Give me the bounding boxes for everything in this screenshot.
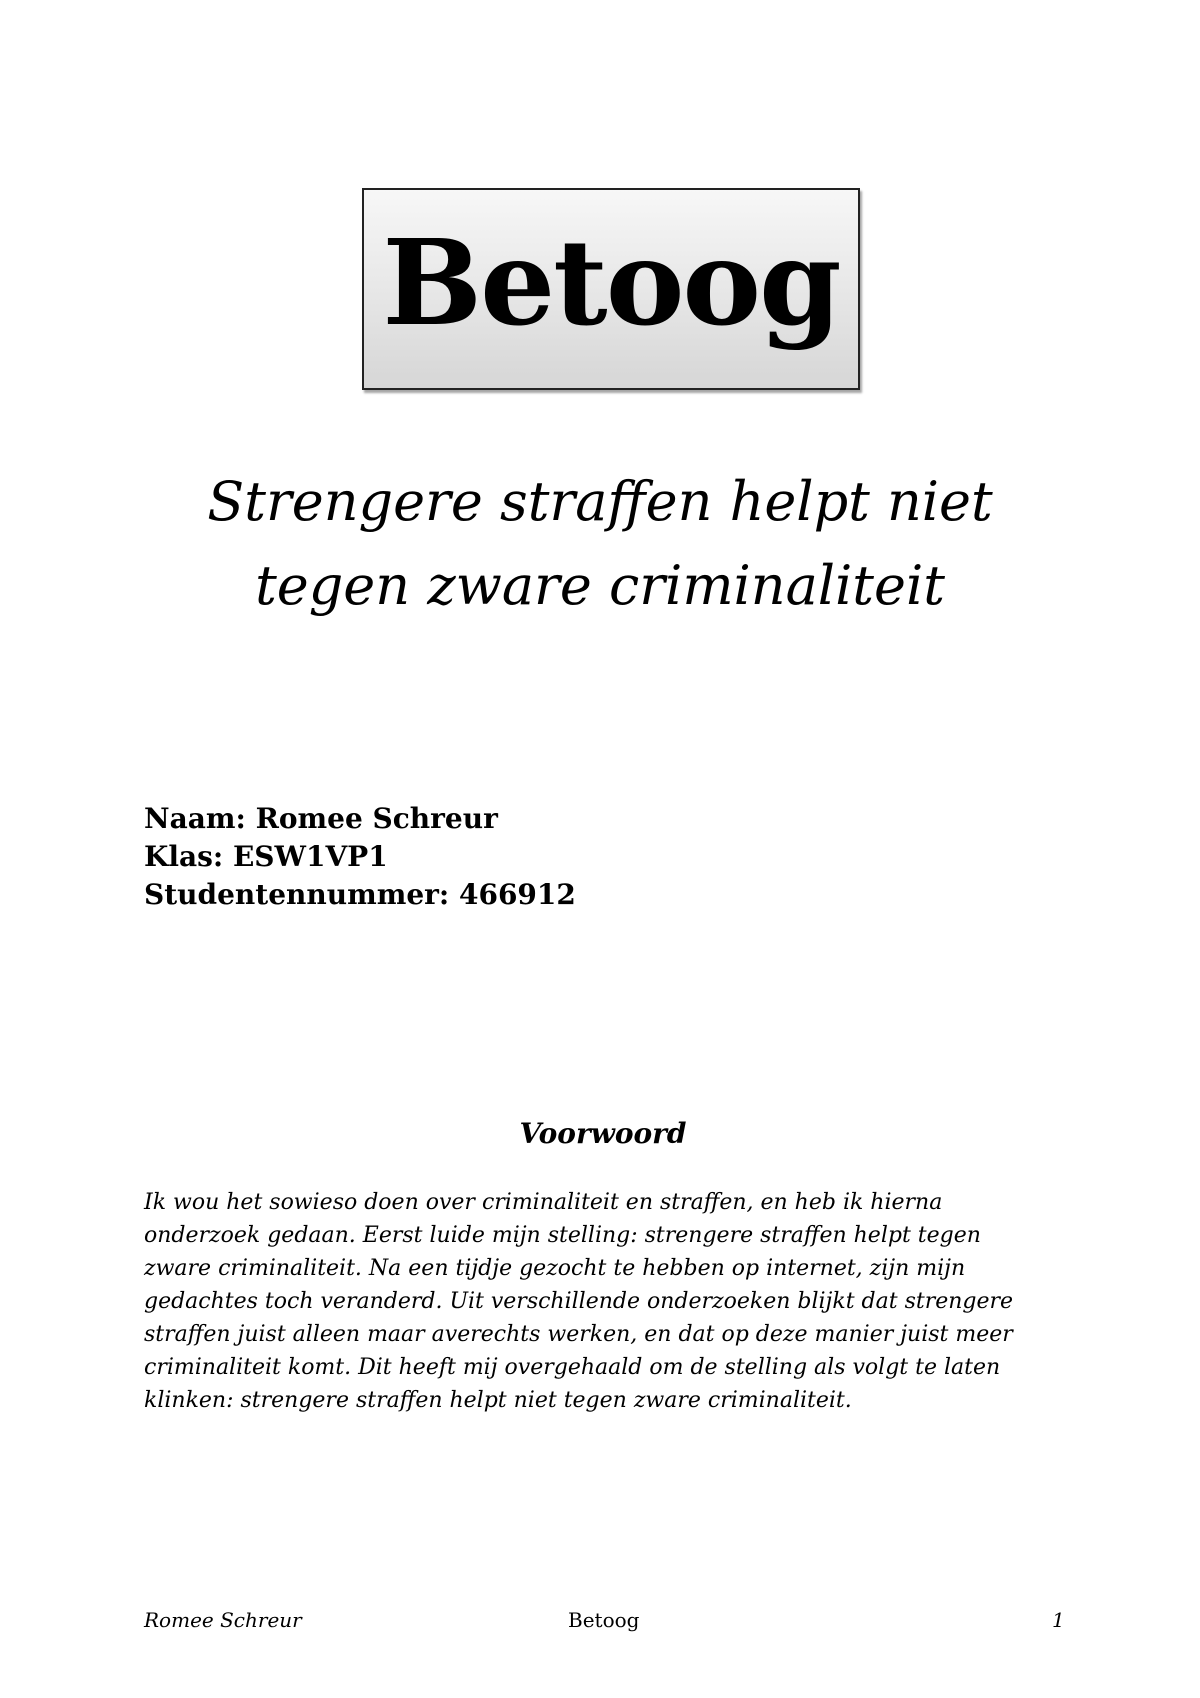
student-name: Naam: Romee Schreur [144, 802, 498, 835]
preface-line: zware criminaliteit. Na een tijdje gezocht te hebben op internet, zijn mijn [144, 1256, 966, 1281]
preface-line: onderzoek gedaan. Eerst luide mijn stelling: strengere straffen helpt tegen [144, 1223, 981, 1248]
subtitle-line: tegen zware criminaliteit [255, 554, 945, 617]
footer-title: Betoog [568, 1608, 640, 1632]
preface-line: straffen juist alleen maar averechts werken, en dat op deze manier juist meer [144, 1322, 1013, 1347]
preface-line: criminaliteit komt. Dit heeft mij overgehaald om de stelling als volgt te laten [144, 1355, 1001, 1380]
footer-page-number: 1 [1052, 1608, 1065, 1632]
document-subtitle [100, 460, 1100, 628]
preface-line: klinken: strengere straffen helpt niet tegen zware criminaliteit. [144, 1388, 852, 1413]
footer-author: Romee Schreur [144, 1608, 302, 1632]
preface-line: Ik wou het sowieso doen over criminaliteit en straffen, en heb ik hierna [144, 1190, 943, 1215]
document-title: Betoog [382, 213, 840, 352]
student-class: Klas: ESW1VP1 [144, 840, 388, 873]
preface-line: gedachtes toch veranderd. Uit verschillende onderzoeken blijkt dat strengere [144, 1289, 1014, 1314]
title-box [362, 188, 860, 390]
preface-body [144, 1186, 1074, 1417]
preface-heading: Voorwoord [519, 1117, 687, 1150]
student-info [144, 800, 576, 914]
student-number: Studentennummer: 466912 [144, 878, 576, 911]
subtitle-line: Strengere straffen helpt niet [207, 470, 993, 533]
